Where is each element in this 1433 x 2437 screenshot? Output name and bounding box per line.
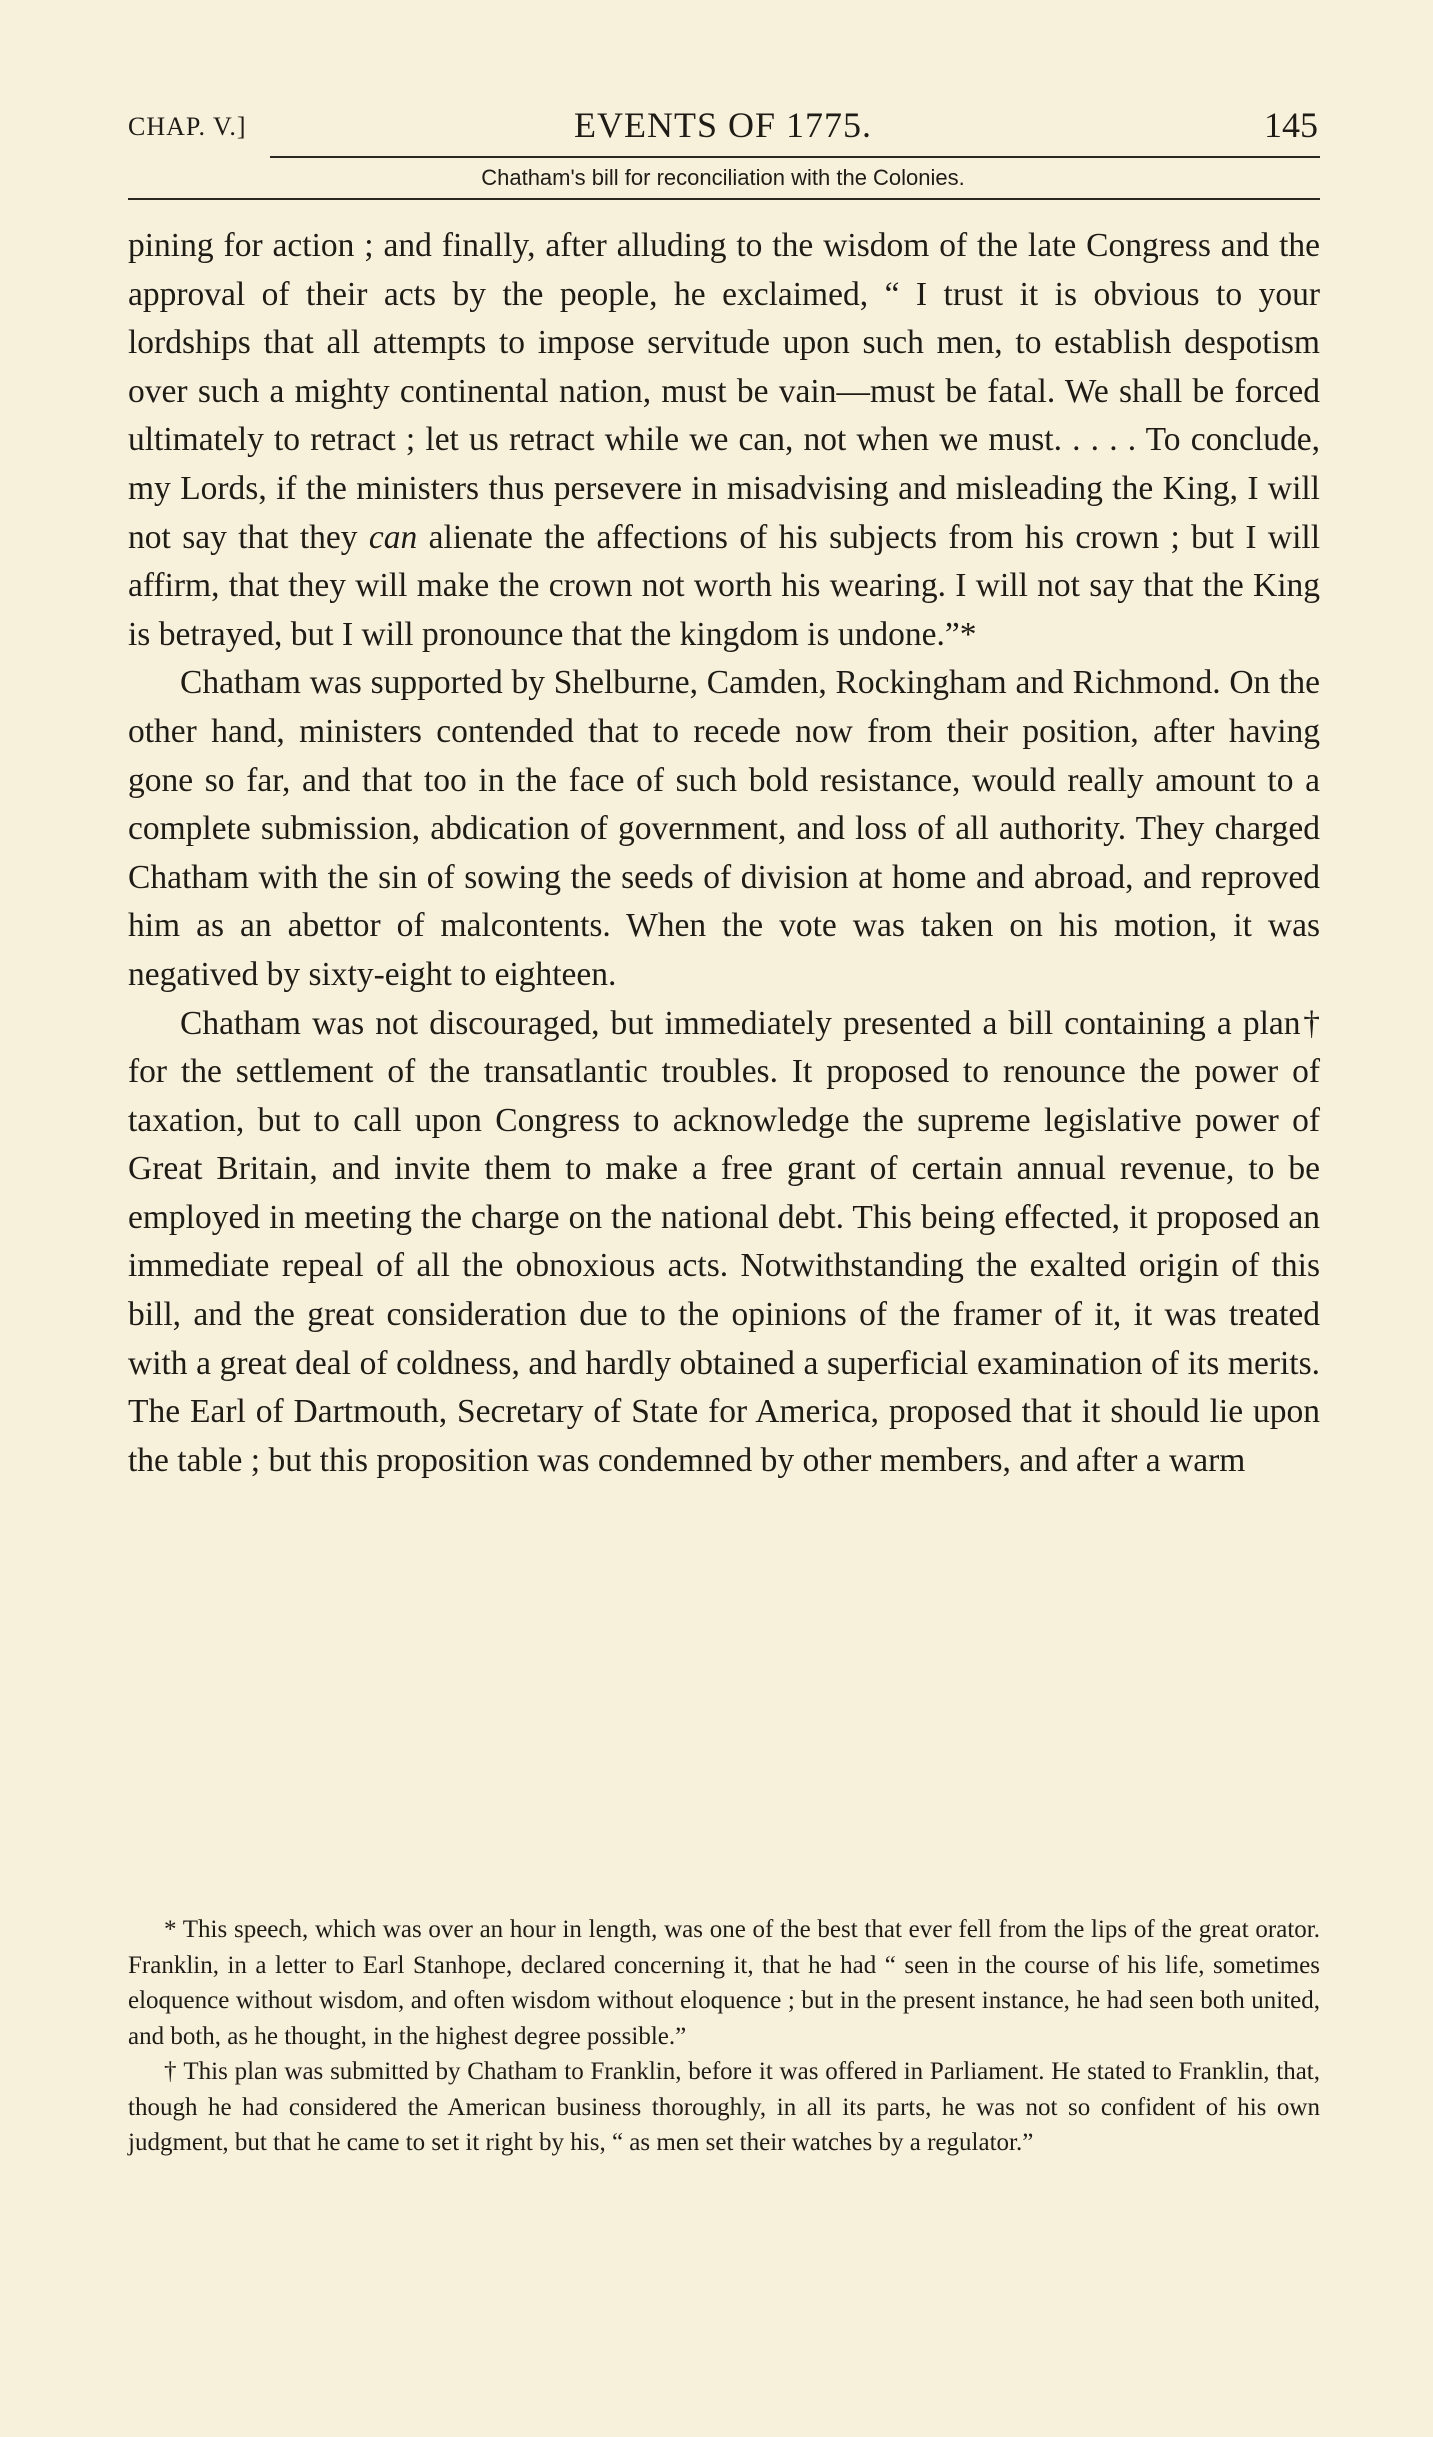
page-title: EVENTS OF 1775. <box>573 105 872 145</box>
page-number: 145 <box>1264 105 1318 145</box>
footnotes <box>128 1912 1320 2161</box>
chapter-label: CHAP. V.] <box>128 112 247 141</box>
header-rule-bottom <box>128 198 1320 200</box>
footnote-1: * This speech, which was over an hour in length, was one of the best that ever fell from the lips of the great orator. Franklin, in a letter to Earl Stanhope, declared concerning it, that he had “ seen in the course of his life, sometimes eloquence without wisdom, and often wisdom without eloquence ; but in the present instance, he had seen both united, and both, as he thought, in the highest degree possible.” <box>128 1916 1320 2050</box>
page-subtitle: Chatham's bill for reconciliation with the Colonies. <box>481 165 965 190</box>
footnote-2: † This plan was submitted by Chatham to Franklin, before it was offered in Parliament. He stated to Franklin, that, though he had considered the American business thoroughly, in all its parts, he was not so confident of his own judgment, but that he came to set it right by his, “ as men set their watches by a regulator.” <box>128 2058 1320 2156</box>
paragraph-1-part-a: pining for action ; and finally, after alluding to the wisdom of the late Congress and the approval of their acts by the people, he exclaimed, “ I trust it is obvious to your lordships that all attempts to impose servitude upon such men, to establish despotism over such a mighty continental nation, must be vain—must be fatal. We shall be forced ultimately to retract ; let us retract while we can, not when we must. . . . . To conclude, my Lords, if the ministers thus persevere in misadvising and misleading the King, I will not say that they <box>128 227 1320 556</box>
paragraph-1-emphasis: can <box>368 518 418 556</box>
running-head <box>128 102 1318 152</box>
header-rule-top <box>270 156 1320 158</box>
paragraph-1-part-b: alienate the affections of his subjects from his crown ; but I will affirm, that they will make the crown not worth his wearing. I will not say that the King is betrayed, but I will pronounce that the kingdom is undone.”* <box>128 518 1321 653</box>
paragraph-3: Chatham was not discouraged, but immediately presented a bill containing a plan† for the settlement of the transatlantic troubles. It proposed to renounce the power of taxation, but to call upon Congress to acknowledge the supreme legislative power of Great Britain, and invite them to make a free grant of certain annual revenue, to be employed in meeting the charge on the national debt. This being effected, it proposed an immediate repeal of all the obnoxious acts. Notwithstanding the exalted origin of this bill, and the great consideration due to the opinions of the framer of it, it was treated with a great deal of coldness, and hardly obtained a superficial examination of its merits. The Earl of Dartmouth, Secretary of State for America, proposed that it should lie upon the table ; but this proposition was condemned by other members, and after a warm <box>128 1004 1320 1479</box>
paragraph-1 <box>128 222 1320 659</box>
paragraph-2: Chatham was supported by Shelburne, Camden, Rockingham and Richmond. On the other hand, ministers contended that to recede now from their position, after having gone so far, and that too in the face of such bold resistance, would really amount to a complete submission, abdication of government, and loss of all authority. They charged Chatham with the sin of sowing the seeds of division at home and abroad, and reproved him as an abettor of malcontents. When the vote was taken on his motion, it was negatived by sixty-eight to eighteen. <box>128 664 1320 993</box>
main-text <box>128 222 1320 1485</box>
